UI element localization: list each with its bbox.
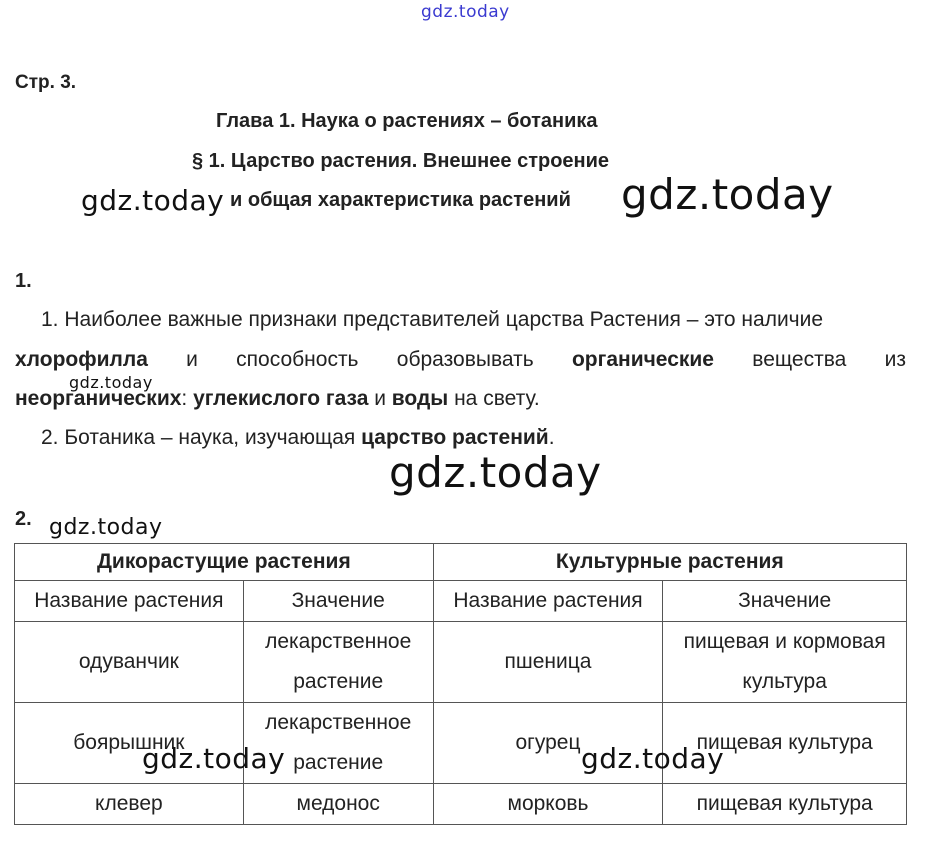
text: : [181,387,194,410]
table-row [15,622,907,703]
wild-name: одуванчик [15,622,244,703]
cult-name: пшеница [433,622,663,703]
task1-item1-line2 [15,348,906,372]
line: растение [293,751,384,774]
table-row [15,784,907,825]
section-title-line1: § 1. Царство растения. Внешнее строение [192,150,610,172]
wild-meaning: медонос [243,784,433,825]
wild-name: боярышник [15,703,244,784]
bold-term: органические [571,348,714,371]
text: 2. Ботаника – наука, изучающая [41,426,362,449]
bold-term: царство растений [361,426,549,449]
watermark: gdz.today [81,184,225,217]
word: вещества [752,348,847,371]
watermark: gdz.today [621,170,834,219]
header-wild-plants: Дикорастущие растения [15,544,434,581]
bold-term: хлорофилла [15,348,148,371]
bold-term: углекислого газа [193,387,369,410]
col-meaning: Значение [243,581,433,622]
watermark: gdz.today [49,515,163,540]
cult-meaning: пищевая культура [663,703,907,784]
col-meaning: Значение [663,581,907,622]
col-name: Название растения [15,581,244,622]
word: из [884,348,906,371]
cult-name: огурец [433,703,663,784]
watermark: gdz.today [581,742,725,775]
cult-meaning [663,622,907,703]
task2-number: 2. [15,508,32,530]
bold-term: неорганических [15,387,182,410]
line: лекарственное [265,711,412,734]
chapter-title: Глава 1. Наука о растениях – ботаника [216,110,598,132]
wild-meaning [243,622,433,703]
plants-table [14,543,907,825]
text: . [548,426,555,449]
section-title-line2: и общая характеристика растений [230,189,571,211]
word: способность [236,348,359,371]
text: и [368,387,392,410]
cult-meaning: пищевая культура [663,784,907,825]
task1-item1-line1: 1. Наиболее важные признаки представителей царства Растения – это наличие [41,308,824,331]
watermark: gdz.today [142,742,286,775]
text: на свету. [448,387,540,410]
watermark-top: gdz.today [421,2,510,22]
word: образовывать [396,348,534,371]
cult-name: морковь [433,784,663,825]
word: и [186,348,198,371]
table-column-header [15,581,907,622]
table-group-header [15,544,907,581]
col-name: Название растения [433,581,663,622]
bold-term: воды [391,387,449,410]
task1-number: 1. [15,270,32,292]
task1-item1-line3 [15,387,540,411]
page-number: Стр. 3. [15,72,77,93]
line: пищевая и кормовая [683,630,886,653]
line: лекарственное [265,630,412,653]
line: растение [293,670,384,693]
line: культура [742,670,827,693]
task1-item2 [41,426,555,450]
watermark: gdz.today [69,373,153,392]
wild-name: клевер [15,784,244,825]
watermark: gdz.today [389,448,602,497]
header-cultivated-plants: Культурные растения [433,544,906,581]
